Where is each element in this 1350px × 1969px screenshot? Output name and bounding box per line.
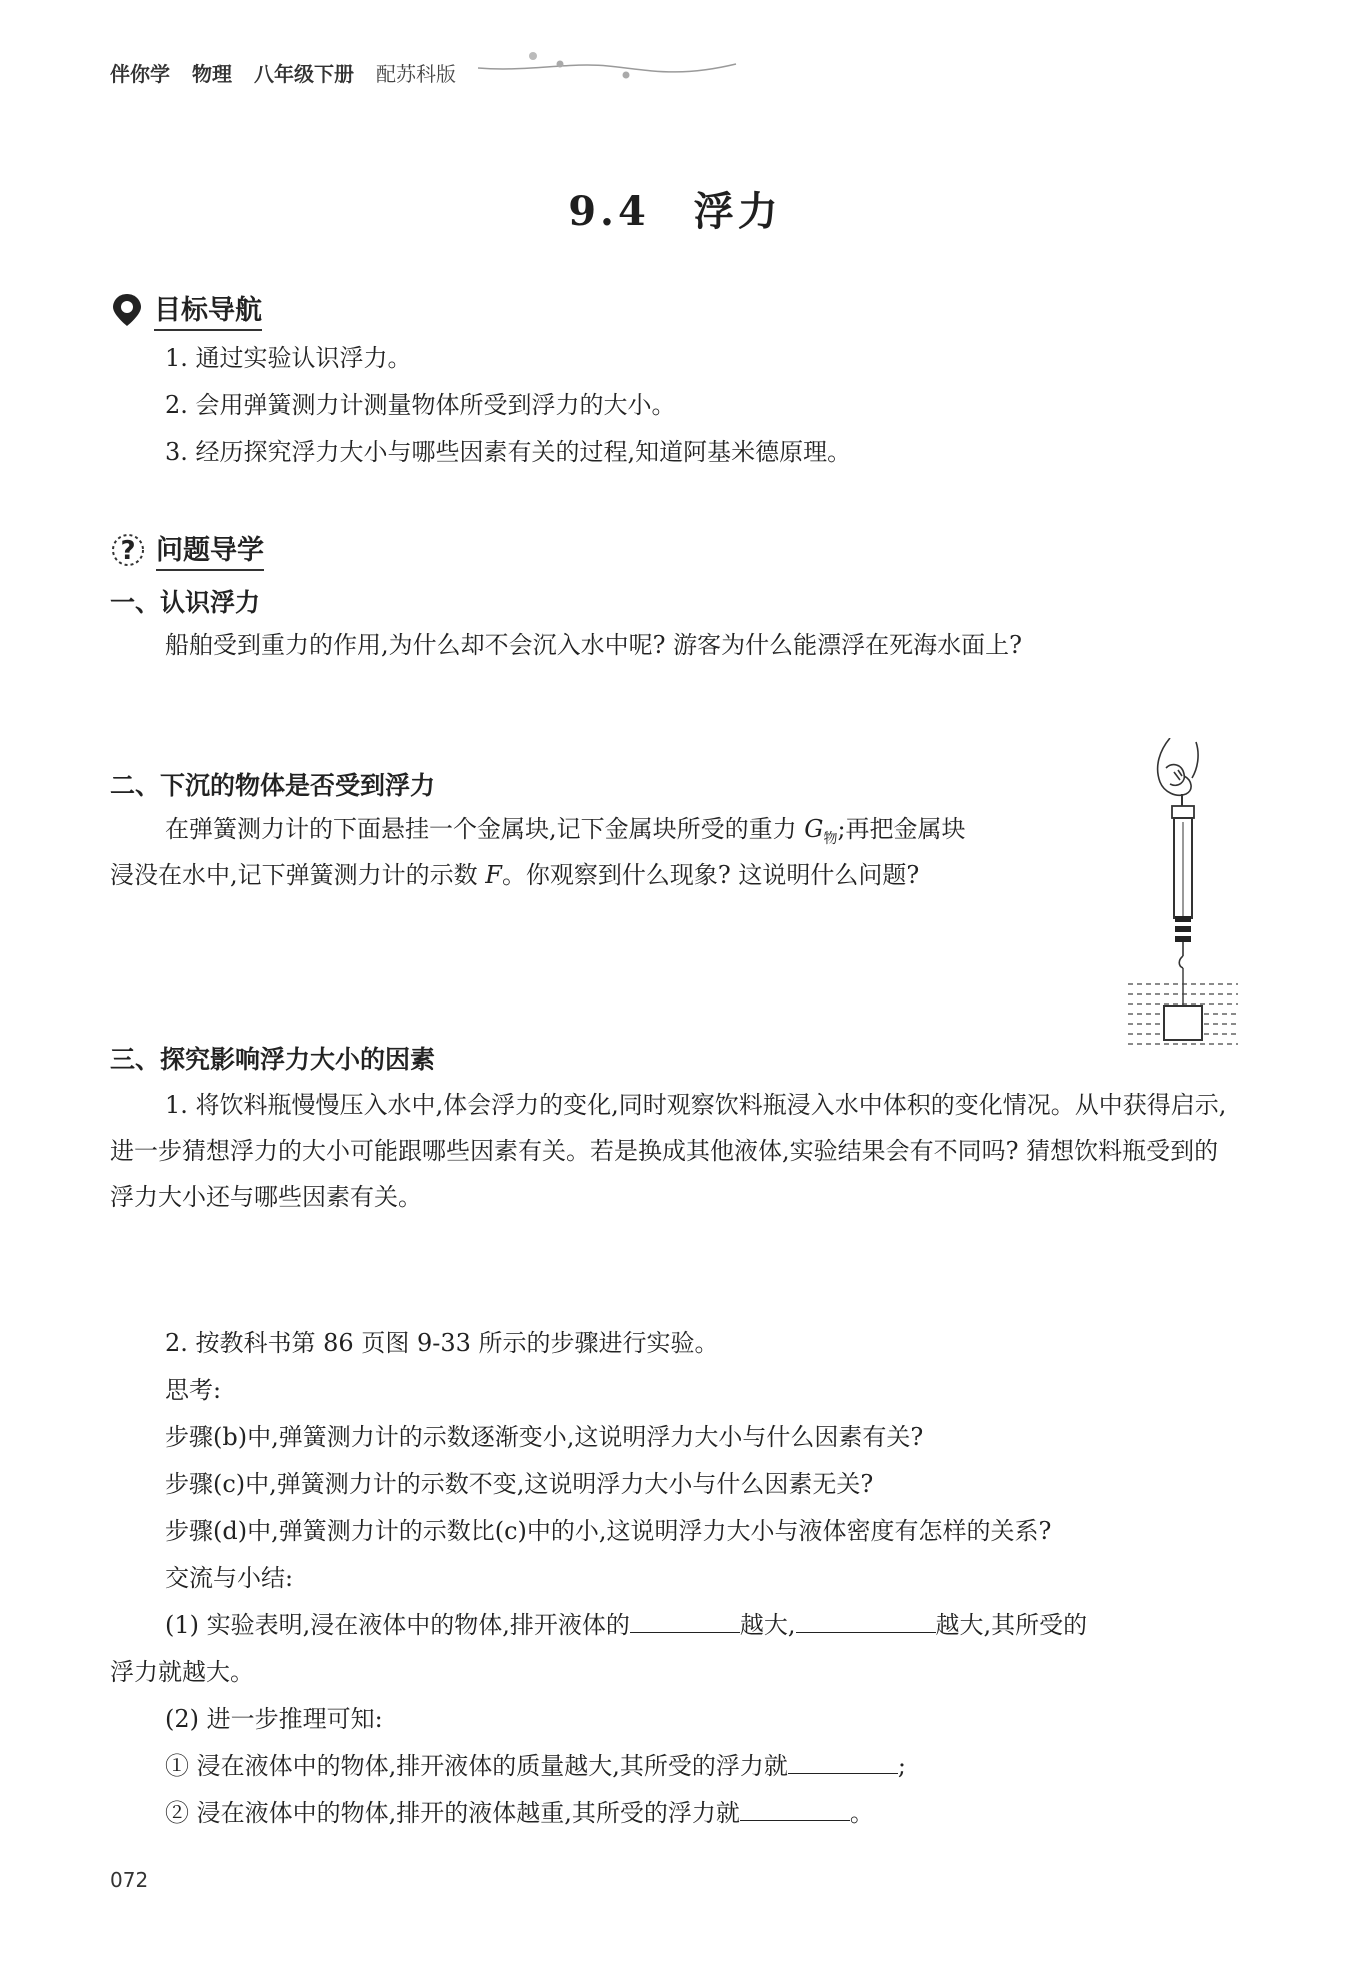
header-grade: 八年级下册 xyxy=(254,61,354,86)
goals-heading xyxy=(110,288,262,331)
summary-2-item-1 xyxy=(165,1743,906,1789)
summary-2-item-1-end: ; xyxy=(897,1752,906,1780)
part2-line1-text: 在弹簧测力计的下面悬挂一个金属块,记下金属块所受的重力 xyxy=(165,815,797,843)
summary-2-item-2-text: ② 浸在液体中的物体,排开的液体越重,其所受的浮力就 xyxy=(165,1799,740,1827)
page-number: 072 xyxy=(110,1868,149,1892)
fill-blank-2[interactable] xyxy=(796,1606,936,1633)
summary-2: (2) 进一步推理可知: xyxy=(165,1705,383,1733)
summary-2-item-1-text: ① 浸在液体中的物体,排开液体的质量越大,其所受的浮力就 xyxy=(165,1752,788,1780)
summary-1-part-c: 越大,其所受的 xyxy=(935,1611,1088,1639)
part3-heading: 三、探究影响浮力大小的因素 xyxy=(110,1045,436,1074)
summary-label: 交流与小结: xyxy=(165,1564,294,1592)
hand-icon xyxy=(1158,738,1198,795)
goal-item-3: 3. 经历探究浮力大小与哪些因素有关的过程,知道阿基米德原理。 xyxy=(165,438,852,466)
spring-scale-figure xyxy=(1120,738,1250,1058)
goals-heading-label: 目标导航 xyxy=(154,288,262,331)
fill-blank-1[interactable] xyxy=(630,1606,740,1633)
summary-1-part-a: (1) 实验表明,浸在液体中的物体,排开液体的 xyxy=(165,1611,630,1639)
location-pin-icon xyxy=(110,292,144,328)
symbol-g-subscript: 物 xyxy=(823,830,838,847)
fill-blank-3[interactable] xyxy=(788,1747,898,1774)
goal-item-1: 1. 通过实验认识浮力。 xyxy=(165,344,412,372)
part2-line2 xyxy=(110,852,919,898)
think-label: 思考: xyxy=(165,1376,222,1404)
fill-blank-4[interactable] xyxy=(740,1794,850,1821)
summary-1-part-b: 越大, xyxy=(739,1611,796,1639)
symbol-g: G xyxy=(804,815,824,843)
section-title: 9.4 浮力 xyxy=(568,188,782,235)
running-header xyxy=(110,52,456,92)
question-c: 步骤(c)中,弹簧测力计的示数不变,这说明浮力大小与什么因素无关? xyxy=(165,1470,874,1498)
part2-line2-text: 浸没在水中,记下弹簧测力计的示数 xyxy=(110,861,478,889)
summary-2-item-2 xyxy=(165,1790,874,1836)
header-book: 伴你学 xyxy=(110,61,170,86)
svg-text:?: ? xyxy=(120,535,136,566)
part2-line1-end: ;再把金属块 xyxy=(837,815,966,843)
part3-para1: 1. 将饮料瓶慢慢压入水中,体会浮力的变化,同时观察饮料瓶浸入水中体积的变化情况。从中获得启示,进一步猜想浮力的大小可能跟哪些因素有关。若是换成其他液体,实验结果会有不同吗? 猜想饮料瓶受到的浮力大小还与哪些因素有关。 xyxy=(110,1091,1227,1211)
summary-1 xyxy=(165,1602,1087,1648)
header-edition: 配苏科版 xyxy=(376,61,456,86)
part1-heading: 一、认识浮力 xyxy=(110,588,261,617)
metal-block xyxy=(1164,1006,1202,1040)
part1-text: 船舶受到重力的作用,为什么却不会沉入水中呢? 游客为什么能漂浮在死海水面上? xyxy=(165,631,1022,659)
part2-line2-end: 。你观察到什么现象? 这说明什么问题? xyxy=(501,861,920,889)
header-decoration-icon xyxy=(478,48,738,88)
questions-heading-label: 问题导学 xyxy=(156,528,264,571)
question-b: 步骤(b)中,弹簧测力计的示数逐渐变小,这说明浮力大小与什么因素有关? xyxy=(165,1423,924,1451)
symbol-f: F xyxy=(485,861,502,889)
questions-heading xyxy=(110,528,264,571)
part2-heading: 二、下沉的物体是否受到浮力 xyxy=(110,771,436,800)
summary-1-continuation: 浮力就越大。 xyxy=(110,1658,254,1686)
summary-2-item-2-end: 。 xyxy=(849,1799,874,1827)
header-subject: 物理 xyxy=(192,61,232,86)
question-d: 步骤(d)中,弹簧测力计的示数比(c)中的小,这说明浮力大小与液体密度有怎样的关系? xyxy=(165,1517,1052,1545)
question-mark-icon xyxy=(110,532,146,568)
part3-step2: 2. 按教科书第 86 页图 9-33 所示的步骤进行实验。 xyxy=(165,1329,719,1357)
goal-item-2: 2. 会用弹簧测力计测量物体所受到浮力的大小。 xyxy=(165,391,676,419)
